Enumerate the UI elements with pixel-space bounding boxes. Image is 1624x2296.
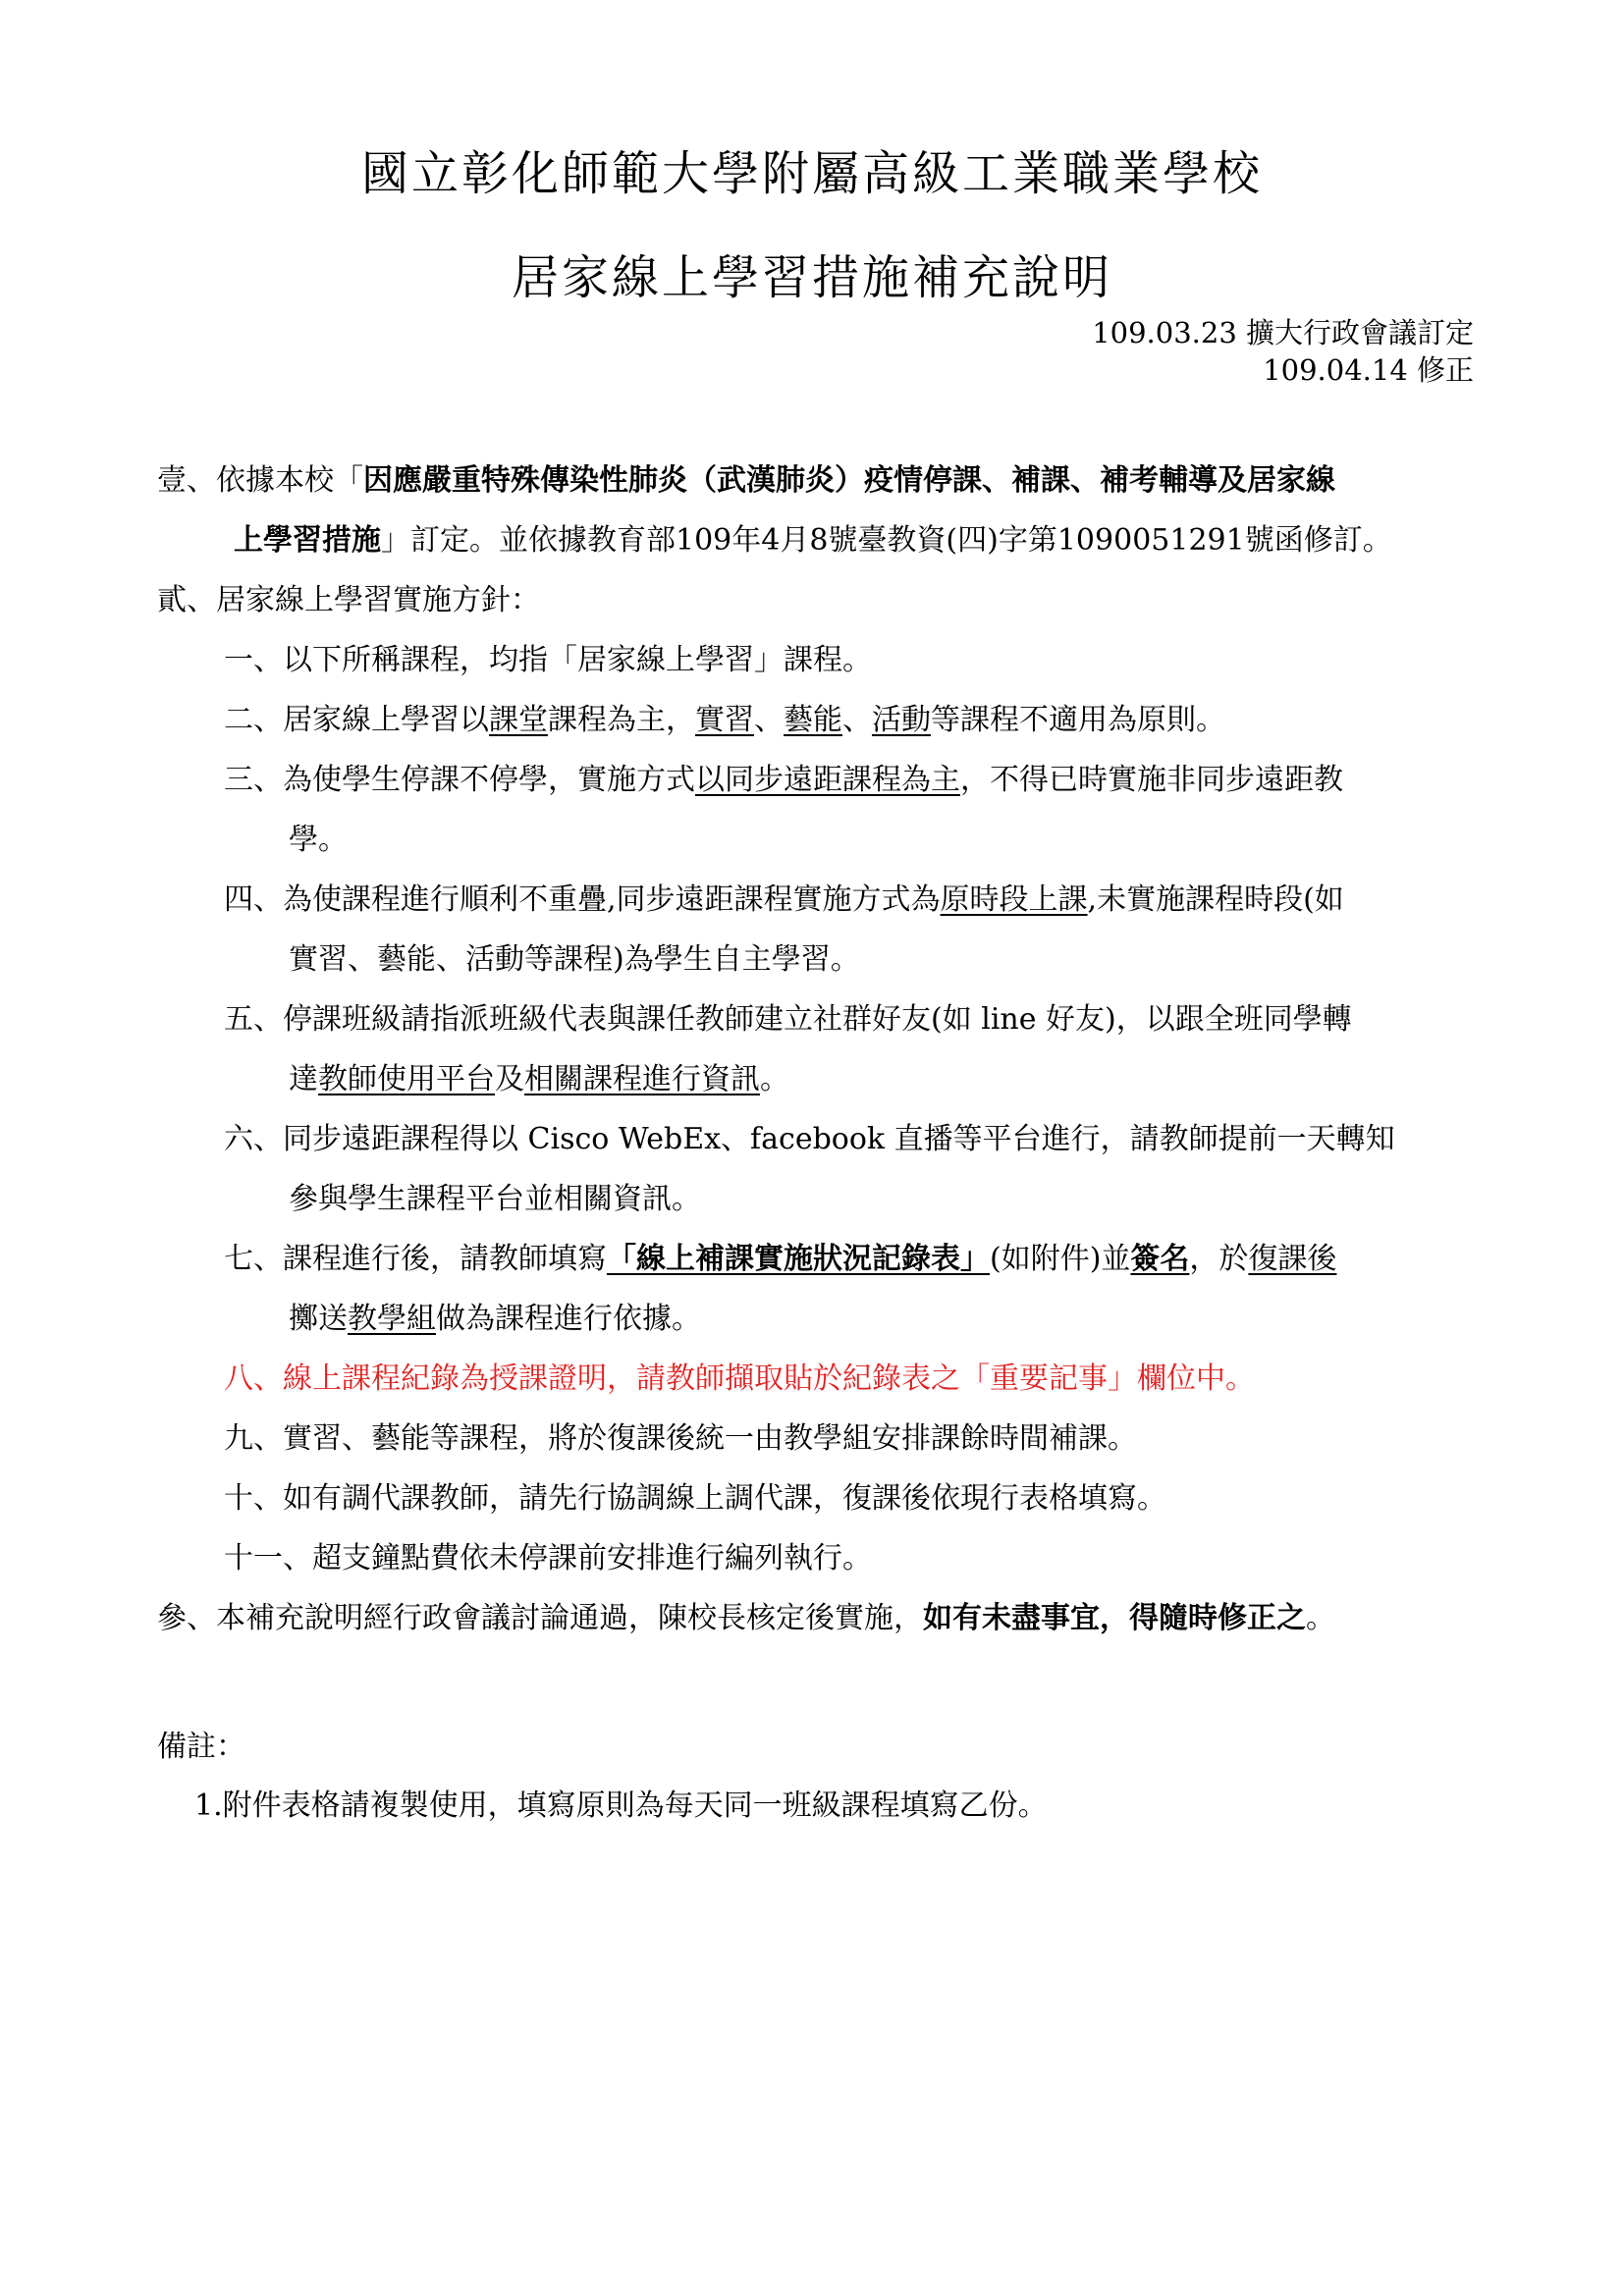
list-item-1 <box>224 641 872 680</box>
item5-text-c2: 及 <box>495 1062 524 1096</box>
section1-marker: 壹、 <box>157 463 216 498</box>
date-block <box>1092 314 1474 389</box>
item2-underline-4: 活動 <box>872 703 931 737</box>
item4-text-b: ,未實施課程時段(如 <box>1087 882 1344 917</box>
document-title: 國立彰化師範大學附屬高級工業職業學校 <box>360 146 1263 201</box>
section1-line2 <box>234 521 1392 561</box>
item2-text-e: 等課程不適用為原則。 <box>931 703 1225 737</box>
item7-text-b: (如附件)並 <box>990 1242 1131 1276</box>
item2-underline-1: 課堂 <box>489 703 548 737</box>
section3-bold: 如有未盡事宜，得隨時修正之 <box>923 1601 1306 1635</box>
section3-marker: 參、 <box>157 1601 216 1635</box>
section3-text-b: 。 <box>1306 1601 1335 1635</box>
item7-text-c: ，於 <box>1189 1242 1249 1276</box>
list-item-8 <box>224 1360 1255 1399</box>
item3-marker: 三、 <box>224 763 283 797</box>
item7-marker: 七、 <box>224 1242 283 1276</box>
item2-text-a: 居家線上學習以 <box>283 703 489 737</box>
section1-text-a: 依據本校「 <box>216 463 363 498</box>
item7-signature-note: 簽名 <box>1130 1242 1190 1276</box>
date-enacted: 109.03.23 擴大行政會議訂定 <box>1092 316 1474 349</box>
list-item-4-cont: 實習、藝能、活動等課程)為學生自主學習。 <box>289 942 860 977</box>
item9-marker: 九、 <box>224 1421 283 1456</box>
item5-underline-2: 相關課程進行資訊 <box>524 1062 760 1096</box>
item7-underline-1: 復課後 <box>1248 1242 1337 1276</box>
item5-text-c3: 。 <box>760 1062 789 1096</box>
notes-heading: 備註： <box>157 1730 245 1764</box>
section1-text-b: 」訂定。並依據教育部109年4月8號臺教資(四)字第1090051291號函修訂。 <box>381 523 1392 558</box>
section2-heading: 貳、居家線上學習實施方針： <box>157 583 540 617</box>
list-item-3 <box>224 761 1343 800</box>
list-item-6 <box>224 1120 1395 1159</box>
item8-marker: 八、 <box>224 1362 283 1396</box>
date-revised: 109.04.14 修正 <box>1263 353 1474 387</box>
item7-text-c2: 做為課程進行依據。 <box>436 1302 701 1336</box>
list-item-7 <box>224 1240 1336 1279</box>
item4-underline-1: 原時段上課 <box>940 882 1088 917</box>
list-item-5 <box>224 1000 1352 1040</box>
item7-text-c1: 擲送 <box>289 1302 348 1336</box>
list-item-5-cont <box>289 1060 789 1099</box>
item7-form-name: 「線上補課實施狀況記錄表」 <box>607 1242 990 1276</box>
item2-text-d: 、 <box>842 703 872 737</box>
list-item-4 <box>224 881 1344 920</box>
item8-text: 線上課程紀錄為授課證明，請教師擷取貼於紀錄表之「重要記事」欄位中。 <box>283 1362 1255 1396</box>
item6-text-a: 同步遠距課程得以 Cisco WebEx、facebook 直播等平台進行，請教師提前一天轉知 <box>283 1122 1395 1156</box>
list-item-11 <box>224 1539 872 1578</box>
list-item-10 <box>224 1479 1166 1519</box>
item2-underline-2: 實習 <box>695 703 754 737</box>
item3-underline-1: 以同步遠距課程為主 <box>695 763 960 797</box>
item11-marker: 十一、 <box>224 1541 312 1575</box>
item5-underline-1: 教師使用平台 <box>318 1062 495 1096</box>
notes-item-1: 1.附件表格請複製使用，填寫原則為每天同一班級課程填寫乙份。 <box>194 1789 1048 1823</box>
item10-marker: 十、 <box>224 1481 283 1516</box>
item5-text-c1: 達 <box>289 1062 318 1096</box>
item4-marker: 四、 <box>224 882 283 917</box>
section3-text-a: 本補充說明經行政會議討論通過，陳校長核定後實施， <box>216 1601 923 1635</box>
item2-marker: 二、 <box>224 703 283 737</box>
item5-text-a: 停課班級請指派班級代表與課任教師建立社群好友(如 line 好友)，以跟全班同學轉 <box>283 1002 1352 1037</box>
item6-marker: 六、 <box>224 1122 283 1156</box>
item11-text: 超支鐘點費依未停課前安排進行編列執行。 <box>312 1541 872 1575</box>
item5-marker: 五、 <box>224 1002 283 1037</box>
section1-bold-title-cont: 上學習措施 <box>234 523 381 558</box>
section1-bold-title: 因應嚴重特殊傳染性肺炎（武漢肺炎）疫情停課、補課、補考輔導及居家線 <box>363 463 1335 498</box>
document-subtitle: 居家線上學習措施補充說明 <box>511 250 1112 305</box>
item2-text-b: 課程為主， <box>548 703 695 737</box>
section3-line <box>157 1599 1335 1638</box>
item4-text-a: 為使課程進行順利不重疊,同步遠距課程實施方式為 <box>283 882 941 917</box>
list-item-3-cont: 學。 <box>289 823 348 857</box>
item3-text-b: ，不得已時實施非同步遠距教 <box>960 763 1343 797</box>
list-item-9 <box>224 1419 1137 1459</box>
section1-line1 <box>157 461 1335 501</box>
item2-underline-3: 藝能 <box>784 703 842 737</box>
list-item-7-cont <box>289 1300 701 1339</box>
item10-text: 如有調代課教師，請先行協調線上調代課，復課後依現行表格填寫。 <box>283 1481 1166 1516</box>
item9-text: 實習、藝能等課程，將於復課後統一由教學組安排課餘時間補課。 <box>283 1421 1137 1456</box>
item2-text-c: 、 <box>754 703 784 737</box>
item3-text-a: 為使學生停課不停學，實施方式 <box>283 763 695 797</box>
list-item-2 <box>224 701 1225 740</box>
item1-marker: 一、 <box>224 643 283 677</box>
list-item-6-cont: 參與學生課程平台並相關資訊。 <box>289 1182 701 1216</box>
item7-text-a: 課程進行後，請教師填寫 <box>283 1242 607 1276</box>
item7-underline-2: 教學組 <box>348 1302 436 1336</box>
item1-text: 以下所稱課程，均指「居家線上學習」課程。 <box>283 643 872 677</box>
